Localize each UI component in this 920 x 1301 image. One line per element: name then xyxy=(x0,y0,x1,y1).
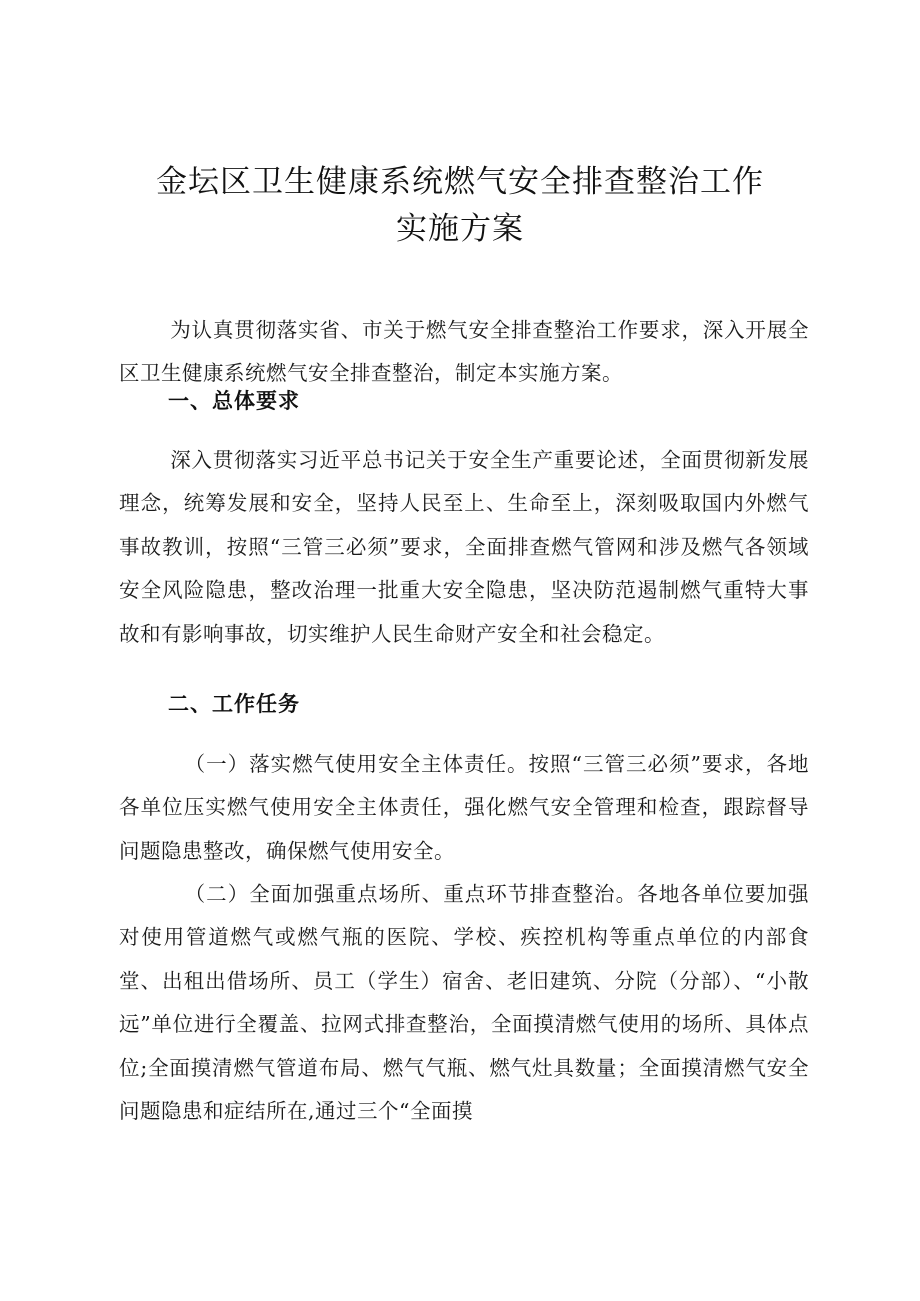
intro-paragraph: 为认真贯彻落实省、市关于燃气安全排查整治工作要求，深入开展全区卫生健康系统燃气安全排查整治，制定本实施方案。 xyxy=(119,317,809,385)
section-heading-work-tasks: 二、工作任务 xyxy=(168,692,300,716)
document-title-line-1: 金坛区卫生健康系统燃气安全排查整治工作 xyxy=(156,164,764,200)
section-heading-overall-requirements: 一、总体要求 xyxy=(168,389,300,413)
overall-requirements-paragraph: 深入贯彻落实习近平总书记关于安全生产重要论述，全面贯彻新发展理念，统筹发展和安全，坚持人民至上、生命至上，深刻吸取国内外燃气事故教训，按照“三管三必须”要求，全面排查燃气管网和涉及燃气各领域安全风险隐患，整改治理一批重大安全隐患，坚决防范遏制燃气重特大事故和有影响事故，切实维护人民生命财产安全和社会稳定。 xyxy=(119,447,809,646)
task-1-paragraph: （一）落实燃气使用安全主体责任。按照“三管三必须”要求，各地各单位压实燃气使用安全主体责任，强化燃气安全管理和检查，跟踪督导问题隐患整改，确保燃气使用安全。 xyxy=(119,751,809,863)
task-2-paragraph: （二）全面加强重点场所、重点环节排查整治。各地各单位要加强对使用管道燃气或燃气瓶的医院、学校、疾控机构等重点单位的内部食堂、出租出借场所、员工（学生）宿舍、老旧建筑、分院（分部）、“小散远”单位进行全覆盖、拉网式排查整治，全面摸清燃气使用的场所、具体点位;全面摸清燃气管道布局、燃气气瓶、燃气灶具数量；全面摸清燃气安全问题隐患和症结所在,通过三个“全面摸 xyxy=(119,881,809,1123)
document-title-line-2: 实施方案 xyxy=(396,211,524,247)
